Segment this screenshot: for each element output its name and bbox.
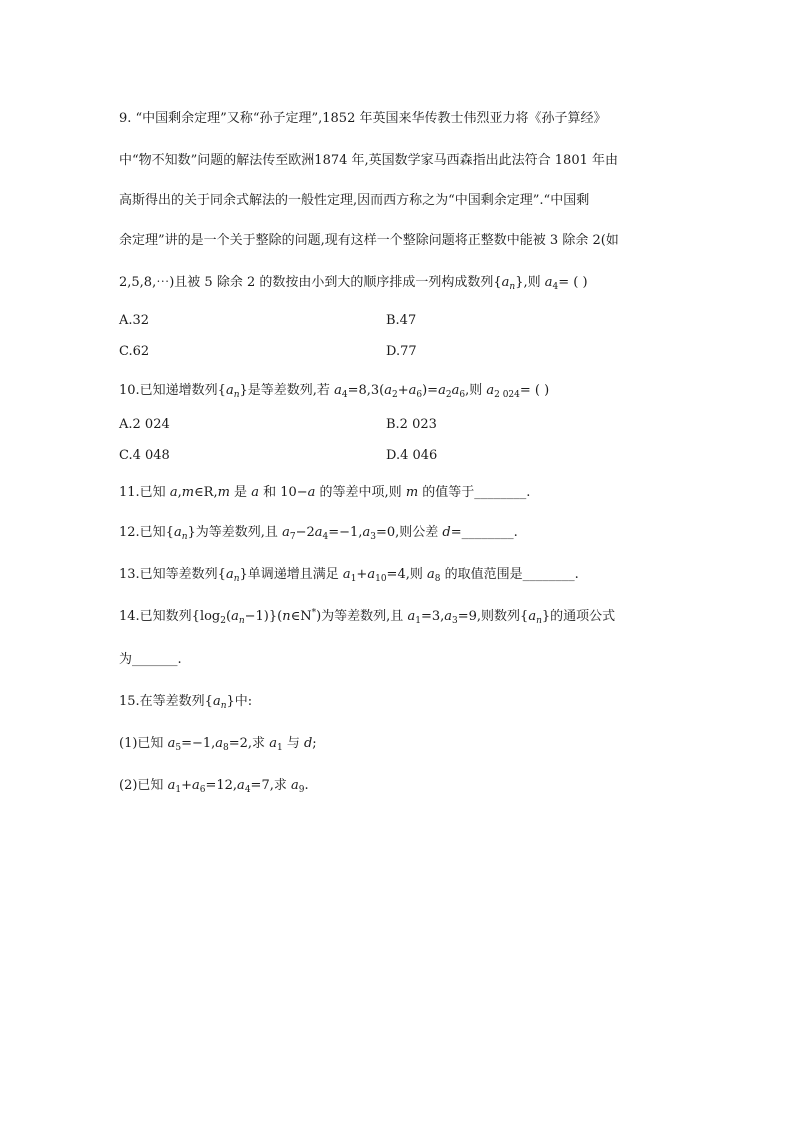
q14-text-c: −1)}( (244, 609, 283, 624)
q13-text-c: =4,则 (386, 567, 427, 582)
q9-option-d: D.77 (386, 344, 417, 359)
q15-part-1: (1)已知 $a_5=-1,a_8=2$,求 $a_1$ 与 d; (119, 736, 317, 753)
q15-p1-text-a: (1)已知 (119, 736, 168, 751)
q12-text-f: =________. (450, 525, 518, 540)
q10-stem: 10.已知递增数列$\{a_n\}$是等差数列,若 $a_4=8,3(a_2+a_6)=a_2a_6$,则 $a_{2 024}=$ ( ) (119, 383, 550, 400)
q10-option-a: A.2 024 (119, 417, 170, 432)
q10-text-e: ,则 (465, 383, 487, 398)
q11-text-c: 是 (229, 485, 252, 500)
q12-text-a: 12.已知{ (119, 525, 174, 540)
q9-option-a: A.32 (119, 313, 150, 328)
q15-stem: 15.在等差数列$\{a_n\}$中: (119, 694, 253, 711)
q9-line-4: 余定理”讲的是一个关于整除的问题,现有这样一个整除问题将正整数中能被 3 除余 2(如 (119, 233, 619, 248)
q11-stem: 11.已知 a,m∈R,m 是 a 和 10−a 的等差中项,则 m 的值等于________. (119, 485, 531, 500)
q11-text-a: 11.已知 (119, 485, 170, 500)
q13-stem: 13.已知等差数列$\{a_n\}$单调递增且满足 $a_1+a_{10}=4$,则 $a_8$ 的取值范围是________. (119, 567, 579, 584)
q14-text-g: =9,则数列{ (457, 609, 529, 624)
q10-text-f: = ( ) (519, 383, 550, 398)
q15-text-b: }中: (226, 694, 253, 709)
q11-text-b: ∈R, (194, 485, 218, 500)
q9-line-5: 2,5,8,⋯)且被 5 除余 2 的数按由小到大的顺序排成一列构成数列$\{a_n\}$,则 $a_4=$ ( ) (119, 275, 588, 292)
q13-text-d: 的取值范围是________. (440, 567, 579, 582)
q14-text-b: ( (226, 609, 232, 624)
q12-text-e: =0,则公差 (375, 525, 443, 540)
q12-stem: 12.已知$\{a_n\}$为等差数列,且 $a_7-2a_4=-1,a_3=0$,则公差 d=________. (119, 525, 518, 542)
q9-line-1: 9. “中国剩余定理”又称“孙子定理”,1852 年英国来华传教士伟烈亚力将《孙子算经》 (119, 111, 607, 126)
q14-text-a: 14.已知数列{log (119, 609, 221, 624)
q9-option-c: C.62 (119, 344, 150, 359)
q10-text-d: )= (422, 383, 439, 398)
q10-option-b: B.2 023 (386, 417, 437, 432)
q14-text-d: ∈N (290, 609, 312, 624)
q13-text-a: 13.已知等差数列{ (119, 567, 226, 582)
q11-text-f: 的值等于________. (418, 485, 531, 500)
q14-text-e: )为等差数列,且 (316, 609, 408, 624)
q9-line-3: 高斯得出的关于同余式解法的一般性定理,因而西方称之为“中国剩余定理”.“中国剩 (119, 193, 590, 208)
q14-text-h: }的通项公式 (541, 609, 616, 624)
q9-line-5-text-b: },则 (515, 275, 545, 290)
q12-text-c: −2 (295, 525, 315, 540)
q9-line-5-text: 2,5,8,⋯)且被 5 除余 2 的数按由小到大的顺序排成一列构成数列{ (119, 275, 502, 290)
q15-p1-text-b: =−1, (181, 736, 216, 751)
q12-text-b: }为等差数列,且 (187, 525, 283, 540)
q15-part-2: (2)已知 $a_1+a_6=12,a_4=7$,求 $a_9$. (119, 778, 309, 795)
q14-stem: 14.已知数列$\{\log_2(a_n-1)\}(n\in N^*)$为等差数列,且 $a_1=3,a_3=9$,则数列$\{a_n\}$的通项公式 (119, 608, 616, 626)
q15-text-a: 15.在等差数列{ (119, 694, 213, 709)
q9-line-5-text-c: = ( ) (558, 275, 588, 290)
q10-text-c: =8,3( (347, 383, 385, 398)
q10-option-c: C.4 048 (119, 448, 170, 463)
q10-text-b: }是等差数列,若 (239, 383, 335, 398)
q9-line-2: 中“物不知数”问题的解法传至欧洲1874 年,英国数学家马西森指出此法符合 1801 年由 (119, 153, 618, 168)
q13-text-b: }单调递增且满足 (239, 567, 343, 582)
q15-p2-text-b: =12, (205, 778, 238, 793)
q12-text-d: =−1, (328, 525, 363, 540)
q15-p1-text-c: =2,求 (228, 736, 270, 751)
q15-p2-text-d: . (304, 778, 309, 793)
q10-option-d: D.4 046 (386, 448, 438, 463)
q10-text-a: 10.已知递增数列{ (119, 383, 226, 398)
q9-option-b: B.47 (386, 313, 417, 328)
q15-p1-text-e: ; (312, 736, 317, 751)
q15-p2-text-c: =7,求 (250, 778, 291, 793)
q14-line-2: 为_______. (119, 652, 182, 667)
q15-p1-text-d: 与 (282, 736, 304, 751)
q14-text-f: =3, (420, 609, 445, 624)
q11-text-e: 的等差中项,则 (315, 485, 406, 500)
q11-text-d: 和 10− (258, 485, 308, 500)
q15-p2-text-a: (2)已知 (119, 778, 168, 793)
